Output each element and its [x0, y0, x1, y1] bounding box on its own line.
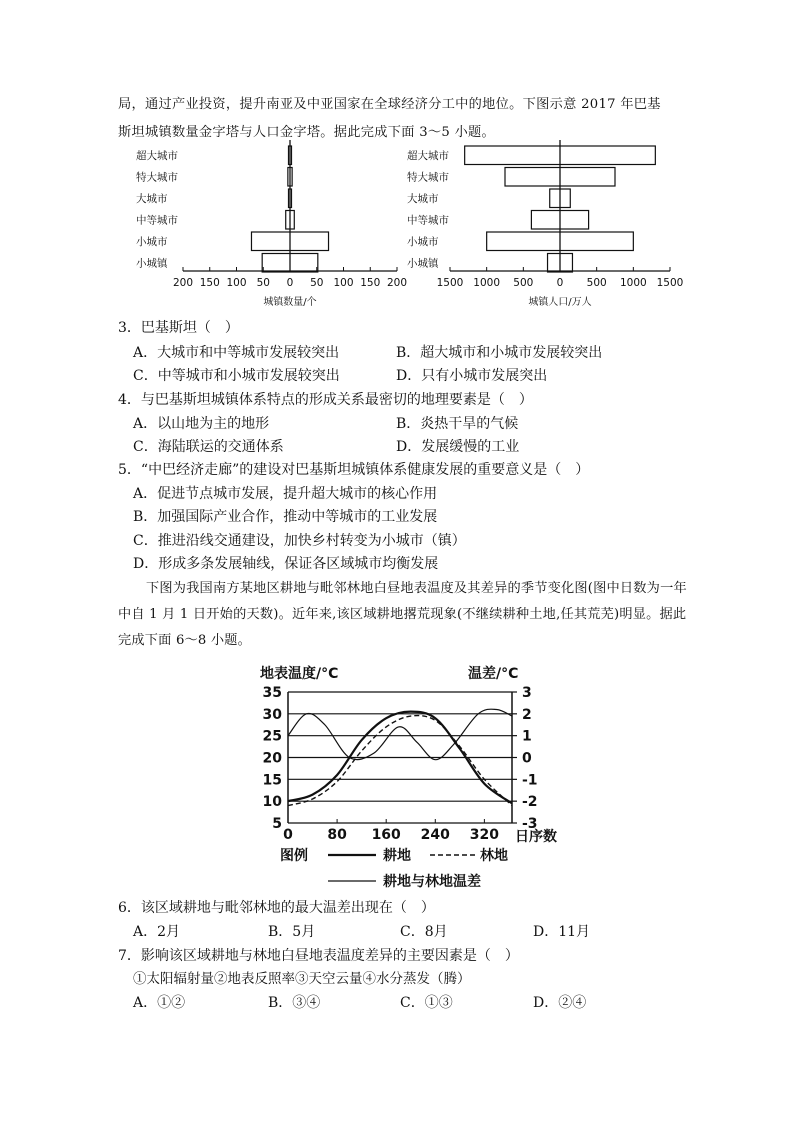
- q3-option-b[interactable]: B．超大城市和小城市发展较突出: [396, 345, 603, 361]
- q6-option-c[interactable]: C．8月: [400, 924, 448, 940]
- x-tick-label: 240: [420, 827, 450, 843]
- population-pyramid: [407, 140, 683, 308]
- y-tick-label: 5: [272, 816, 282, 832]
- legend-forest-label: 林地: [480, 848, 508, 864]
- count-category-label: 大城市: [136, 193, 168, 205]
- y2-tick-label: 3: [522, 685, 532, 701]
- legend-title: 图例: [280, 848, 308, 864]
- count-x-tick-label: 0: [286, 277, 294, 289]
- intro-line-1: 局，通过产业投资，提升南亚及中亚国家在全球经济分工中的地位。下图示意 2017 年巴基: [118, 97, 661, 112]
- question-7-stem: 7．影响该区域耕地与林地白昼地表温度差异的主要因素是（ ）: [118, 948, 519, 964]
- q7-option-a[interactable]: A．①②: [133, 995, 186, 1011]
- y-tick-label: 10: [262, 794, 282, 811]
- y2-tick-label: -2: [522, 794, 538, 811]
- population-x-tick-label: 500: [586, 277, 607, 289]
- q3-option-d[interactable]: D．只有小城市发展突出: [396, 368, 548, 384]
- count-x-tick-label: 100: [226, 277, 247, 289]
- x-tick-label: 0: [283, 827, 293, 843]
- question-6-stem: 6．该区域耕地与毗邻林地的最大温差出现在（ ）: [118, 900, 435, 916]
- x-axis-label: 日序数: [515, 829, 557, 845]
- q7-option-c[interactable]: C．①③: [400, 995, 453, 1011]
- x-tick-label: 160: [371, 827, 401, 843]
- y2-tick-label: 0: [522, 750, 532, 767]
- count-category-label: 小城市: [136, 236, 168, 248]
- y-axis-label: 地表温度/°C: [260, 666, 339, 682]
- y-tick-label: 20: [262, 750, 282, 767]
- population-category-label: 超大城市: [407, 150, 449, 162]
- y-tick-label: 30: [262, 706, 282, 723]
- population-category-label: 特大城市: [407, 171, 449, 184]
- x-tick-label: 320: [469, 827, 500, 843]
- series-forest-line: [288, 716, 512, 806]
- y2-tick-label: 1: [522, 728, 532, 745]
- count-x-tick-label: 50: [256, 277, 270, 289]
- population-x-tick-label: 1500: [656, 277, 684, 289]
- legend-difference-label: 耕地与林地温差: [383, 874, 481, 890]
- q5-option-c[interactable]: C．推进沿线交通建设，加快乡村转变为小城市（镇）: [133, 533, 466, 549]
- count-category-label: 小城镇: [136, 257, 168, 270]
- q7-option-d[interactable]: D．②④: [533, 995, 587, 1011]
- town-count-pyramid: [136, 140, 407, 308]
- count-x-tick-label: 150: [199, 277, 220, 289]
- q3-option-c[interactable]: C．中等城市和小城市发展较突出: [133, 368, 340, 384]
- population-category-label: 大城市: [407, 193, 439, 205]
- surface-temperature-chart: [240, 660, 570, 895]
- q4-option-b[interactable]: B．炎热干旱的气候: [396, 416, 519, 432]
- population-x-tick-label: 500: [513, 277, 534, 289]
- q5-option-d[interactable]: D．形成多条发展轴线，保证各区域城市均衡发展: [133, 556, 439, 572]
- q6-option-d[interactable]: D．11月: [533, 924, 591, 940]
- count-category-label: 超大城市: [136, 150, 178, 162]
- x-tick-label: 80: [327, 827, 347, 843]
- q6-option-b[interactable]: B．5月: [268, 924, 316, 940]
- passage-6-8: 下图为我国南方某地区耕地与毗邻林地白昼地表温度及其差异的季节变化图(图中日数为一年中自 1 月 1 日开始的天数)。近年来,该区域耕地撂荒现象(不继续耕种土地,任其荒芜)明显。据此完成下面 6～8 小题。: [118, 581, 687, 648]
- y2-tick-label: -3: [522, 816, 538, 832]
- count-x-label: 城镇数量/个: [263, 297, 317, 308]
- city-pyramid-charts: [130, 140, 690, 320]
- population-x-tick-label: 1000: [619, 277, 647, 289]
- y-tick-label: 25: [262, 728, 282, 745]
- q6-option-a[interactable]: A．2月: [133, 924, 181, 940]
- population-x-tick-label: 0: [556, 277, 564, 289]
- q7-option-b[interactable]: B．③④: [268, 995, 321, 1011]
- q4-option-d[interactable]: D．发展缓慢的工业: [396, 439, 520, 455]
- y-tick-label: 15: [262, 772, 282, 789]
- count-category-label: 特大城市: [136, 171, 178, 184]
- q7-items: ①太阳辐射量②地表反照率③天空云量④水分蒸发（腾）: [133, 971, 471, 987]
- count-category-label: 中等城市: [136, 214, 178, 227]
- q3-option-a[interactable]: A．大城市和中等城市发展较突出: [133, 345, 340, 361]
- population-category-label: 小城市: [407, 236, 439, 248]
- question-5-stem: 5．“中巴经济走廊”的建设对巴基斯坦城镇体系健康发展的重要意义是（ ）: [118, 462, 590, 478]
- question-4-stem: 4．与巴基斯坦城镇体系特点的形成关系最密切的地理要素是（ ）: [118, 392, 533, 408]
- series-difference-line: [288, 709, 512, 760]
- legend-cropland-label: 耕地: [383, 848, 411, 864]
- count-x-tick-label: 100: [333, 277, 354, 289]
- population-category-label: 小城镇: [407, 257, 439, 270]
- q5-option-a[interactable]: A．促进节点城市发展，提升超大城市的核心作用: [133, 486, 438, 502]
- intro-line-2: 斯坦城镇数量金字塔与人口金字塔。据此完成下面 3～5 小题。: [118, 125, 496, 140]
- count-x-tick-label: 150: [360, 277, 381, 289]
- q4-option-a[interactable]: A．以山地为主的地形: [133, 416, 270, 432]
- population-x-label: 城镇人口/万人: [528, 297, 592, 308]
- intro-text: [118, 91, 688, 147]
- population-x-tick-label: 1000: [473, 277, 501, 289]
- population-category-label: 中等城市: [407, 214, 449, 227]
- y2-axis-label: 温差/°C: [468, 666, 519, 682]
- q5-option-b[interactable]: B．加强国际产业合作，推动中等城市的工业发展: [133, 509, 438, 525]
- y-tick-label: 35: [262, 685, 282, 701]
- count-x-tick-label: 200: [386, 277, 408, 289]
- y2-tick-label: 2: [522, 706, 532, 723]
- question-3-stem: 3．巴基斯坦（ ）: [118, 320, 239, 336]
- q4-option-c[interactable]: C．海陆联运的交通体系: [133, 439, 284, 455]
- population-x-tick-label: 1500: [436, 277, 464, 289]
- count-x-tick-label: 50: [310, 277, 324, 289]
- y2-tick-label: -1: [522, 772, 538, 789]
- count-x-tick-label: 200: [172, 277, 194, 289]
